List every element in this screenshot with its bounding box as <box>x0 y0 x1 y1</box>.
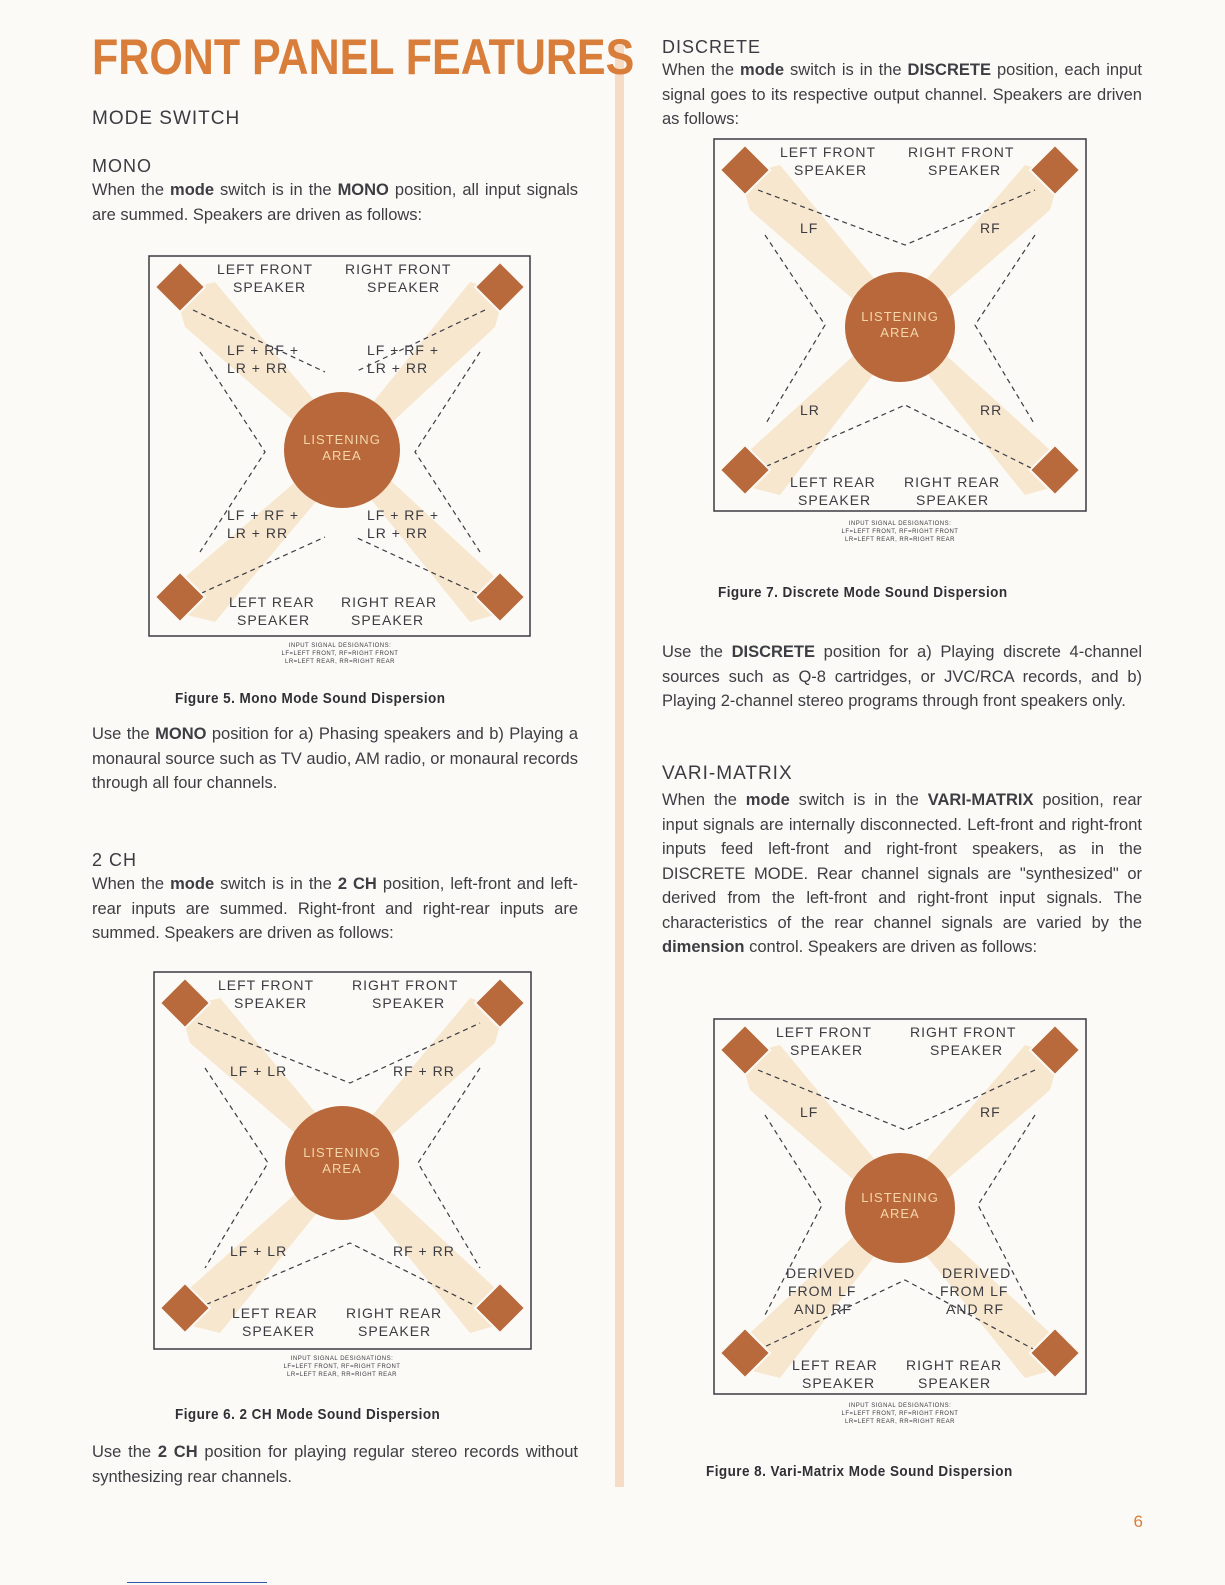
svg-text:AREA: AREA <box>880 1206 920 1221</box>
two-ch-dispersion-figure <box>150 968 535 1388</box>
svg-text:LR + RR: LR + RR <box>227 360 289 376</box>
svg-text:LF=LEFT FRONT, RF=RIGHT FRONT: LF=LEFT FRONT, RF=RIGHT FRONT <box>841 529 959 535</box>
svg-text:LR + RR: LR + RR <box>227 525 289 541</box>
figure-5-caption: Figure 5. Mono Mode Sound Dispersion <box>175 690 446 707</box>
svg-text:FROM LF: FROM LF <box>940 1283 1009 1299</box>
svg-text:LISTENING: LISTENING <box>303 1145 381 1160</box>
svg-text:SPEAKER: SPEAKER <box>234 995 308 1011</box>
two-ch-heading: 2 CH <box>92 850 138 870</box>
svg-text:LEFT FRONT: LEFT FRONT <box>218 977 315 993</box>
svg-text:INPUT SIGNAL DESIGNATIONS:: INPUT SIGNAL DESIGNATIONS: <box>290 1356 394 1362</box>
svg-text:AND RF: AND RF <box>794 1301 853 1317</box>
svg-text:FROM LF: FROM LF <box>788 1283 857 1299</box>
svg-text:SPEAKER: SPEAKER <box>930 1042 1004 1058</box>
page-number: 6 <box>1133 1512 1143 1531</box>
svg-text:RIGHT REAR: RIGHT REAR <box>906 1357 1003 1373</box>
svg-text:LISTENING: LISTENING <box>861 309 939 324</box>
svg-text:DERIVED: DERIVED <box>942 1265 1012 1281</box>
svg-text:AREA: AREA <box>322 448 362 463</box>
svg-text:SPEAKER: SPEAKER <box>358 1323 432 1339</box>
discrete-intro: When the mode switch is in the DISCRETE position, each input signal goes to its respective output channel. Speakers are driven as follows: <box>662 61 1142 128</box>
svg-text:RF + RR: RF + RR <box>393 1063 455 1079</box>
svg-text:SPEAKER: SPEAKER <box>916 492 990 508</box>
svg-text:LF=LEFT FRONT, RF=RIGHT FRONT: LF=LEFT FRONT, RF=RIGHT FRONT <box>841 1411 959 1417</box>
svg-text:LEFT REAR: LEFT REAR <box>229 594 315 610</box>
figure-8-caption: Figure 8. Vari-Matrix Mode Sound Dispersion <box>706 1463 1013 1480</box>
svg-text:SPEAKER: SPEAKER <box>372 995 446 1011</box>
mode-switch-heading: MODE SWITCH <box>92 108 241 129</box>
svg-text:LF: LF <box>800 1104 819 1120</box>
vari-matrix-heading: VARI-MATRIX <box>662 763 793 784</box>
svg-text:SPEAKER: SPEAKER <box>790 1042 864 1058</box>
svg-text:AND RF: AND RF <box>946 1301 1005 1317</box>
svg-text:RIGHT FRONT: RIGHT FRONT <box>910 1024 1017 1040</box>
svg-text:LF + RF +: LF + RF + <box>227 507 300 523</box>
svg-text:RIGHT REAR: RIGHT REAR <box>341 594 438 610</box>
svg-text:LR + RR: LR + RR <box>367 360 429 376</box>
svg-text:DERIVED: DERIVED <box>786 1265 856 1281</box>
svg-text:LF + RF +: LF + RF + <box>367 507 440 523</box>
svg-text:SPEAKER: SPEAKER <box>233 279 307 295</box>
vari-matrix-dispersion-figure <box>710 1015 1090 1430</box>
two-ch-intro: When the mode switch is in the 2 CH position, left-front and left-rear inputs are summed. Right-front and right-rear inputs are summed. Speakers are driven as follows: <box>92 875 578 942</box>
svg-text:RIGHT FRONT: RIGHT FRONT <box>345 261 452 277</box>
svg-text:RR: RR <box>980 402 1003 418</box>
svg-text:INPUT SIGNAL DESIGNATIONS:: INPUT SIGNAL DESIGNATIONS: <box>848 521 952 527</box>
svg-text:LF + RF +: LF + RF + <box>227 342 300 358</box>
svg-text:LEFT REAR: LEFT REAR <box>790 474 876 490</box>
svg-text:LEFT FRONT: LEFT FRONT <box>217 261 314 277</box>
center-label: LISTENING <box>303 432 381 447</box>
footer-link-line <box>127 1582 267 1583</box>
svg-text:LR=LEFT REAR, RR=RIGHT REAR: LR=LEFT REAR, RR=RIGHT REAR <box>845 537 955 543</box>
svg-text:LF + LR: LF + LR <box>230 1063 288 1079</box>
svg-text:SPEAKER: SPEAKER <box>237 612 311 628</box>
svg-text:SPEAKER: SPEAKER <box>798 492 872 508</box>
svg-text:LEFT FRONT: LEFT FRONT <box>776 1024 873 1040</box>
svg-text:SPEAKER: SPEAKER <box>351 612 425 628</box>
svg-text:SPEAKER: SPEAKER <box>928 162 1002 178</box>
figure-6-caption: Figure 6. 2 CH Mode Sound Dispersion <box>175 1406 441 1423</box>
svg-text:LF: LF <box>800 220 819 236</box>
svg-text:RIGHT FRONT: RIGHT FRONT <box>908 144 1015 160</box>
svg-text:LR=LEFT REAR, RR=RIGHT REAR: LR=LEFT REAR, RR=RIGHT REAR <box>285 659 395 665</box>
svg-text:LR + RR: LR + RR <box>367 525 429 541</box>
svg-text:LEFT FRONT: LEFT FRONT <box>780 144 877 160</box>
svg-text:LF=LEFT FRONT, RF=RIGHT FRONT: LF=LEFT FRONT, RF=RIGHT FRONT <box>283 1364 401 1370</box>
mono-dispersion-figure <box>145 252 535 672</box>
svg-text:LR: LR <box>800 402 820 418</box>
svg-text:RIGHT REAR: RIGHT REAR <box>346 1305 443 1321</box>
mono-heading: MONO <box>92 156 152 176</box>
svg-text:LEFT REAR: LEFT REAR <box>232 1305 318 1321</box>
svg-text:INPUT SIGNAL DESIGNATIONS:: INPUT SIGNAL DESIGNATIONS: <box>848 1403 952 1409</box>
page-title: FRONT PANEL FEATURES <box>92 29 635 85</box>
discrete-use: Use the DISCRETE position for a) Playing discrete 4-channel sources such as Q-8 cartridges, or JVC/RCA records, and b) Playing 2-channel stereo programs through front speakers only. <box>662 643 1142 710</box>
two-ch-use: Use the 2 CH position for playing regular stereo records without synthesizing rear channels. <box>92 1443 579 1486</box>
discrete-dispersion-figure <box>710 135 1090 550</box>
svg-text:SPEAKER: SPEAKER <box>794 162 868 178</box>
column-divider <box>615 45 624 1487</box>
svg-text:AREA: AREA <box>322 1161 362 1176</box>
svg-text:RIGHT FRONT: RIGHT FRONT <box>352 977 459 993</box>
mono-intro: When the mode switch is in the MONO position, all input signals are summed. Speakers are driven as follows: <box>92 181 578 224</box>
svg-text:RF: RF <box>980 1104 1001 1120</box>
svg-text:LF + RF +: LF + RF + <box>367 342 440 358</box>
svg-text:LF + LR: LF + LR <box>230 1243 288 1259</box>
svg-text:LEFT REAR: LEFT REAR <box>792 1357 878 1373</box>
svg-text:LF=LEFT FRONT, RF=RIGHT FRONT: LF=LEFT FRONT, RF=RIGHT FRONT <box>281 651 399 657</box>
mono-use: Use the MONO position for a) Phasing speakers and b) Playing a monaural source such as TV audio, AM radio, or monaural records through all four channels. <box>92 725 578 792</box>
svg-text:RF + RR: RF + RR <box>393 1243 455 1259</box>
svg-text:LR=LEFT REAR, RR=RIGHT REAR: LR=LEFT REAR, RR=RIGHT REAR <box>287 1372 397 1378</box>
svg-text:RIGHT REAR: RIGHT REAR <box>904 474 1001 490</box>
svg-text:LR=LEFT REAR, RR=RIGHT REAR: LR=LEFT REAR, RR=RIGHT REAR <box>845 1419 955 1425</box>
discrete-heading: DISCRETE <box>662 37 762 57</box>
svg-text:AREA: AREA <box>880 325 920 340</box>
svg-text:LISTENING: LISTENING <box>861 1190 939 1205</box>
svg-text:SPEAKER: SPEAKER <box>802 1375 876 1391</box>
svg-text:SPEAKER: SPEAKER <box>918 1375 992 1391</box>
svg-text:SPEAKER: SPEAKER <box>242 1323 316 1339</box>
figure-7-caption: Figure 7. Discrete Mode Sound Dispersion <box>718 584 1008 601</box>
vari-matrix-intro: When the mode switch is in the VARI-MATRIX position, rear input signals are internally disconnected. Left-front and right-front inputs feed left-front and right-front speakers, as in the DISCRETE MODE. Rear channel signals are "synthesized" or derived from the left-front and right-front input signals. The characteristics of the rear channel signals are varied by the dimension control. Speakers are driven as follows: <box>662 791 1142 956</box>
svg-text:RF: RF <box>980 220 1001 236</box>
svg-text:SPEAKER: SPEAKER <box>367 279 441 295</box>
svg-text:INPUT SIGNAL DESIGNATIONS:: INPUT SIGNAL DESIGNATIONS: <box>288 643 392 649</box>
